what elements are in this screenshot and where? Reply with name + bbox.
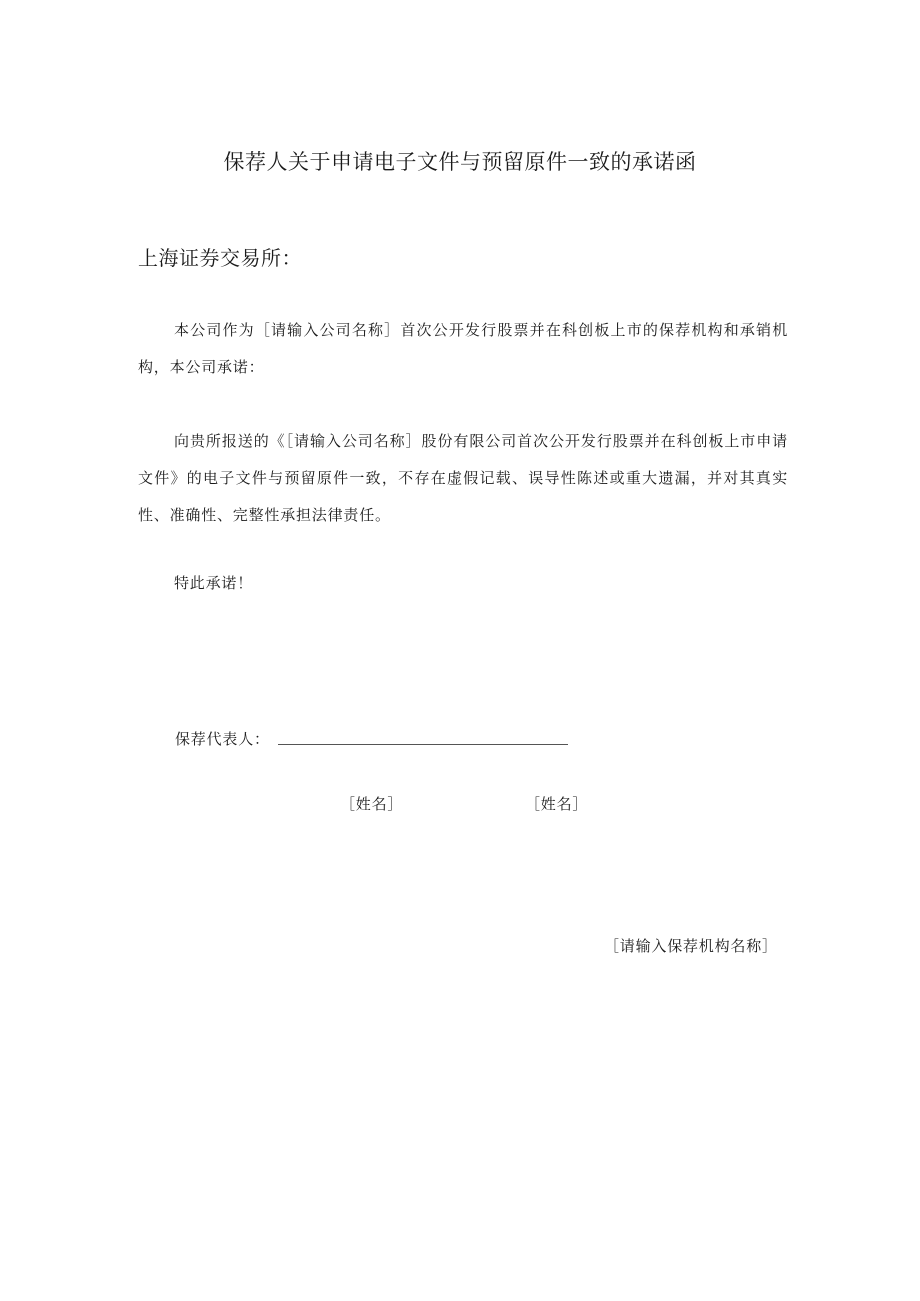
paragraph-commitment-body: 向贵所报送的《［请输入公司名称］股份有限公司首次公开发行股票并在科创板上市申请文件》的电子文件与预留原件一致，不存在虚假记载、误导性陈述或重大遗漏，并对其真实性、准确性、完整性承担法律责任。 [138, 432, 788, 524]
representative-name-1: ［姓名］ [340, 795, 404, 813]
sponsor-organization: ［请输入保荐机构名称］ [604, 937, 778, 955]
addressee: 上海证券交易所： [138, 246, 302, 270]
paragraph-closing: 特此承诺！ [174, 574, 254, 592]
signature-row [175, 728, 568, 749]
representative-name-2: ［姓名］ [525, 795, 589, 813]
paragraph-commitment-intro: 本公司作为［请输入公司名称］首次公开发行股票并在科创板上市的保荐机构和承销机构，本公司承诺： [138, 321, 788, 376]
signature-label: 保荐代表人： [175, 730, 270, 748]
signature-line [278, 743, 568, 745]
document-title: 保荐人关于申请电子文件与预留原件一致的承诺函 [223, 150, 697, 174]
